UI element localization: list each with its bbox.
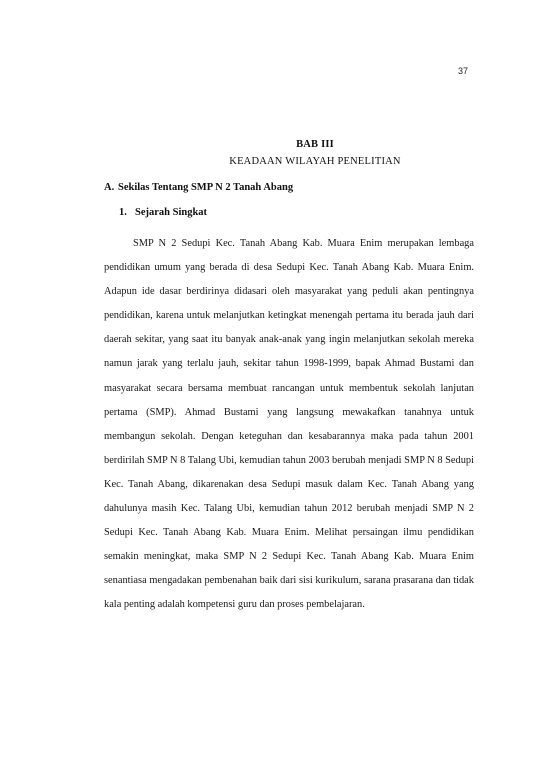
section-marker: A. bbox=[104, 182, 115, 193]
page-number: 37 bbox=[457, 66, 468, 76]
chapter-title: KEADAAN WILAYAH PENELITIAN bbox=[229, 156, 401, 167]
subsection-marker: 1. bbox=[119, 207, 127, 218]
subsection-title: Sejarah Singkat bbox=[135, 207, 208, 218]
section-heading bbox=[104, 182, 293, 193]
subsection-heading bbox=[119, 207, 207, 218]
body-paragraph: SMP N 2 Sedupi Kec. Tanah Abang Kab. Muara Enim merupakan lembaga pendidikan umum yang berada di desa Sedupi Kec. Tanah Abang Kab. Muara Enim. Adapun ide dasar berdirinya didasari oleh masyarakat yang peduli akan pentingnya pendidikan, karena untuk melanjutkan ketingkat menengah pertama itu berada jauh dari daerah sekitar, yang saat itu banyak anak-anak yang ingin melanjutkan sekolah mereka namun jarak yang terlalu jauh, sekitar tahun 1998-1999, bapak Ahmad Bustami dan masyarakat secara bersama membuat rancangan untuk membentuk sekolah lanjutan pertama (SMP). Ahmad Bustami yang langsung mewakafkan tanahnya untuk membangun sekolah. Dengan keteguhan dan kesabarannya maka pada tahun 2001 berdirilah SMP N 8 Talang Ubi, kemudian tahun 2003 berubah menjadi SMP N 8 Sedupi Kec. Tanah Abang, dikarenakan desa Sedupi masuk dalam Kec. Tanah Abang yang dahulunya masih Kec. Talang Ubi, kemudian tahun 2012 berubah menjadi SMP N 2 Sedupi Kec. Tanah Abang Kab. Muara Enim. Melihat persaingan ilmu pendidikan semakin meningkat, maka SMP N 2 Sedupi Kec. Tanah Abang Kab. Muara Enim senantiasa mengadakan pembenahan baik dari sisi kurikulum, sarana prasarana dan tidak kala penting adalah kompetensi guru dan proses pembelajaran. bbox=[104, 238, 474, 611]
chapter-label: BAB III bbox=[296, 139, 334, 150]
section-title: Sekilas Tentang SMP N 2 Tanah Abang bbox=[118, 182, 294, 193]
